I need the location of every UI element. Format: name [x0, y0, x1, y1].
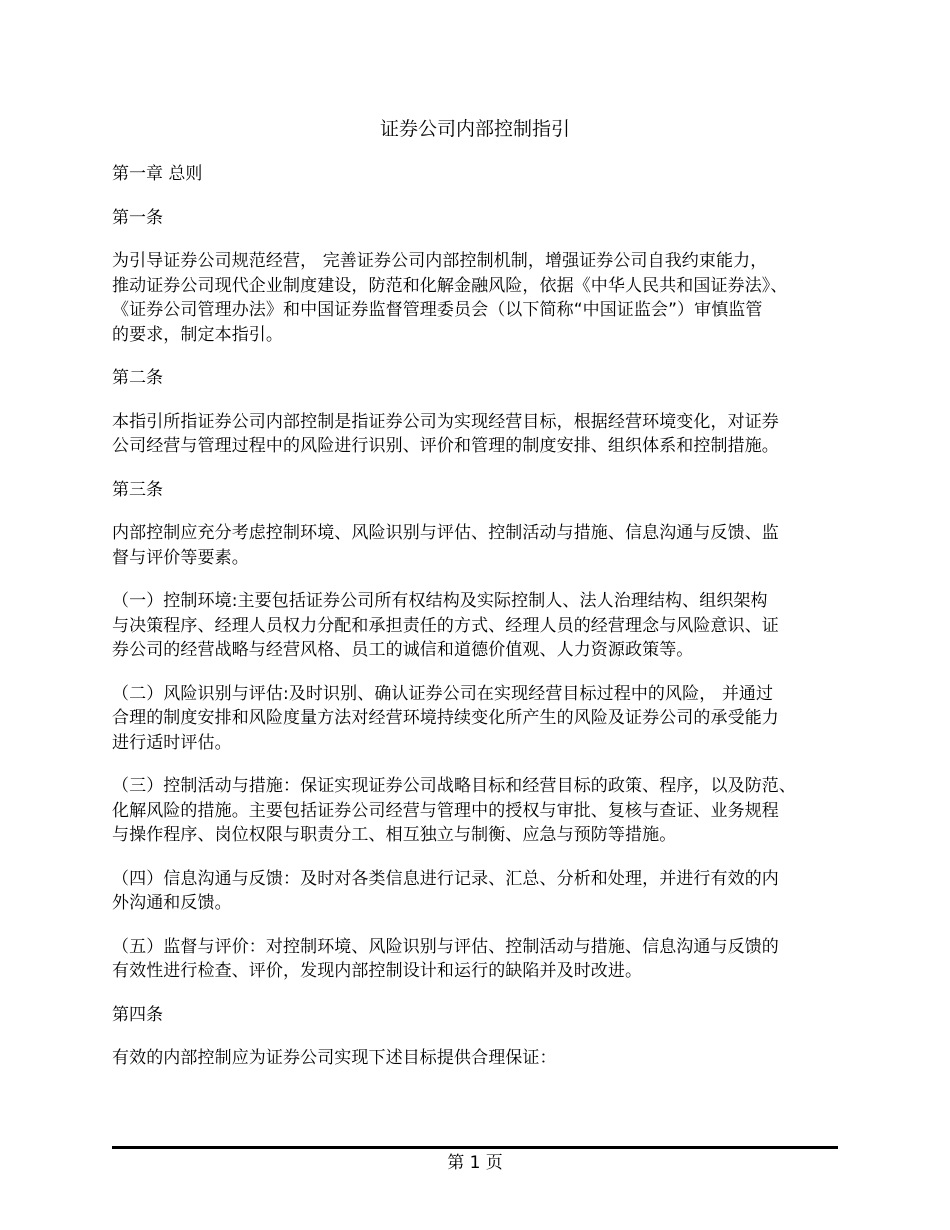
section-heading: [112, 162, 852, 187]
paragraph: [112, 774, 852, 848]
text-line: （一）控制环境:主要包括证券公司所有权结构及实际控制人、法人治理结构、组织架构: [112, 591, 768, 611]
text-line: 第二条: [112, 368, 163, 388]
text-line: 第四条: [112, 1004, 163, 1025]
text-line: 与决策程序、经理人员权力分配和承担责任的方式、经理人员的经营理念与风险意识、证: [112, 615, 779, 636]
text-line: 化解风险的措施。主要包括证券公司经营与管理中的授权与审批、复核与查证、业务规程: [112, 800, 779, 821]
paragraph: [112, 249, 852, 347]
section-heading: [112, 366, 852, 391]
text-line: 第一条: [112, 207, 163, 228]
text-line: 合理的制度安排和风险度量方法对经营环境持续变化所产生的风险及证券公司的承受能力: [112, 708, 779, 728]
section-heading: [112, 478, 852, 503]
text-line: 进行适时评估。: [112, 732, 232, 753]
text-line: 第一章 总则: [112, 164, 203, 184]
paragraph: [112, 867, 852, 916]
text-line: 为引导证券公司规范经营， 完善证券公司内部控制机制，增强证券公司自我约束能力，: [112, 251, 768, 271]
text-line: 有效的内部控制应为证券公司实现下述目标提供合理保证：: [112, 1048, 557, 1068]
text-line: 第三条: [112, 479, 163, 500]
section-heading: [112, 1003, 852, 1028]
section-heading: [112, 206, 852, 231]
text-line: 《证券公司管理办法》和中国证券监督管理委员会（以下简称“中国证监会”）审慎监管: [112, 300, 763, 320]
paragraph: [112, 935, 852, 984]
text-line: 内部控制应充分考虑控制环境、风险识别与评估、控制活动与措施、信息沟通与反馈、监: [112, 523, 779, 543]
text-line: （二）风险识别与评估:及时识别、确认证券公司在实现经营目标过程中的风险， 并通过: [112, 683, 774, 704]
text-line: 券公司的经营战略与经营风格、员工的诚信和道德价值观、人力资源政策等。: [112, 640, 694, 660]
text-line: 的要求，制定本指引。: [112, 324, 283, 345]
text-line: 外沟通和反馈。: [112, 893, 232, 913]
text-line: 与操作程序、岗位权限与职责分工、相互独立与制衡、应急与预防等措施。: [112, 825, 677, 845]
text-line: （四）信息沟通与反馈：及时对各类信息进行记录、汇总、分析和处理，并进行有效的内: [112, 868, 779, 889]
text-line: 督与评价等要素。: [112, 547, 249, 568]
paragraph: [112, 1046, 852, 1071]
document-title: 证券公司内部控制指引: [379, 118, 570, 140]
paragraph: [112, 410, 852, 459]
footer-divider: [112, 1146, 838, 1149]
text-line: 公司经营与管理过程中的风险进行识别、评价和管理的制度安排、组织体系和控制措施。: [112, 436, 779, 456]
paragraph: [112, 682, 852, 756]
text-line: 推动证券公司现代企业制度建设，防范和化解金融风险，依据《中华人民共和国证券法》、: [112, 275, 788, 296]
text-line: 有效性进行检查、评价，发现内部控制设计和运行的缺陷并及时改进。: [112, 961, 643, 981]
text-line: （五）监督与评价：对控制环境、风险识别与评估、控制活动与措施、信息沟通与反馈的: [112, 936, 779, 957]
paragraph: [112, 521, 852, 570]
page-number: 第 1 页: [447, 1153, 503, 1173]
document-body: [112, 162, 852, 1090]
text-line: 本指引所指证券公司内部控制是指证券公司为实现经营目标，根据经营环境变化，对证券: [112, 411, 779, 432]
text-line: （三）控制活动与措施：保证实现证券公司战略目标和经营目标的政策、程序，以及防范、: [112, 776, 796, 796]
paragraph: [112, 589, 852, 663]
